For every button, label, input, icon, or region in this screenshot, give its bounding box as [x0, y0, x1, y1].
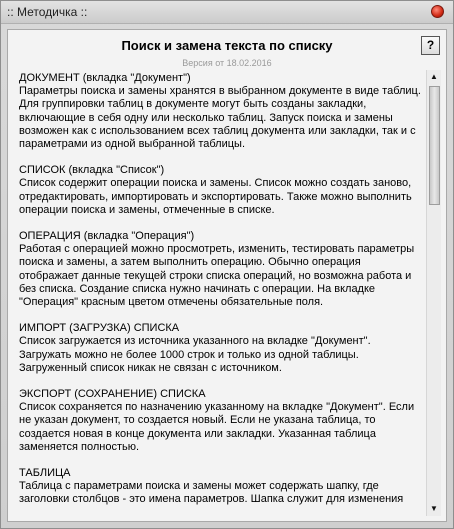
- section-operation: [19, 230, 421, 309]
- section-heading: ИМПОРТ (ЗАГРУЗКА) СПИСКА: [19, 322, 180, 335]
- help-button[interactable]: ?: [421, 36, 440, 55]
- version-label: Версия от 18.02.2016: [182, 58, 272, 68]
- section-body: Работая с операцией можно просмотреть, изменить, тестировать параметры поиска и замены, а затем выполнить операцию. Обычно операция отображает данные текущей строки списка операций, но возможна работа и без списка. Создание списка нужно начинать с операции. На вкладке "Операция" красным цветом отмечены обязательные поля.: [19, 243, 415, 309]
- help-text-area[interactable]: [16, 70, 442, 516]
- page-title: Поиск и замена текста по списку: [121, 38, 333, 53]
- section-heading: ТАБЛИЦА: [19, 467, 71, 480]
- section-document: [19, 72, 421, 151]
- section-body: Список содержит операции поиска и замены. Список можно создать заново, отредактировать, импортировать и экспортировать. Также можно выполнить операции поиска и замены, отмеченные в списке.: [19, 177, 412, 216]
- section-export: [19, 388, 421, 454]
- close-icon[interactable]: [431, 5, 444, 18]
- section-heading: ЭКСПОРТ (СОХРАНЕНИЕ) СПИСКА: [19, 388, 206, 401]
- vertical-scrollbar[interactable]: [426, 70, 441, 516]
- section-heading: ДОКУМЕНТ (вкладка "Документ"): [19, 72, 191, 84]
- scrollbar-thumb[interactable]: [429, 86, 440, 205]
- section-body: Таблица с параметрами поиска и замены может содержать шапку, где заголовки столбцов - это имена параметров. Шапка служит для изменения: [19, 480, 404, 506]
- help-panel: [7, 29, 447, 522]
- title-bar[interactable]: [1, 1, 453, 24]
- window-title: :: Методичка ::: [7, 5, 88, 19]
- help-text-content: [19, 72, 421, 516]
- section-heading: ОПЕРАЦИЯ (вкладка "Операция"): [19, 230, 195, 243]
- scroll-up-arrow-icon[interactable]: ▲: [430, 72, 438, 81]
- scroll-down-arrow-icon[interactable]: ▼: [430, 504, 438, 513]
- section-body: Список сохраняется по назначению указанному на вкладке "Документ". Если не указан документ, то создается новый. Если не указана таблица, то создается новая в конце документа или закладки. Указанная таблица заменяется полностью.: [19, 401, 415, 453]
- section-import: [19, 322, 421, 375]
- section-body: Список загружается из источника указанного на вкладке "Документ". Загружать можно не более 1000 строк и только из одной таблицы. Загруженный список никак не связан с источником.: [19, 335, 371, 374]
- section-body: Параметры поиска и замены хранятся в выбранном документе в виде таблиц. Для группировки таблиц в документе могут быть созданы закладки, включающие в себя одну или несколько таблиц. Запуск поиска и замены возможен как с использованием всех таблиц документа или закладки, так и с параметрами из одной выбранной таблицы.: [19, 85, 421, 151]
- section-list: [19, 164, 421, 217]
- section-table: [19, 467, 421, 507]
- section-heading: СПИСОК (вкладка "Список"): [19, 164, 165, 177]
